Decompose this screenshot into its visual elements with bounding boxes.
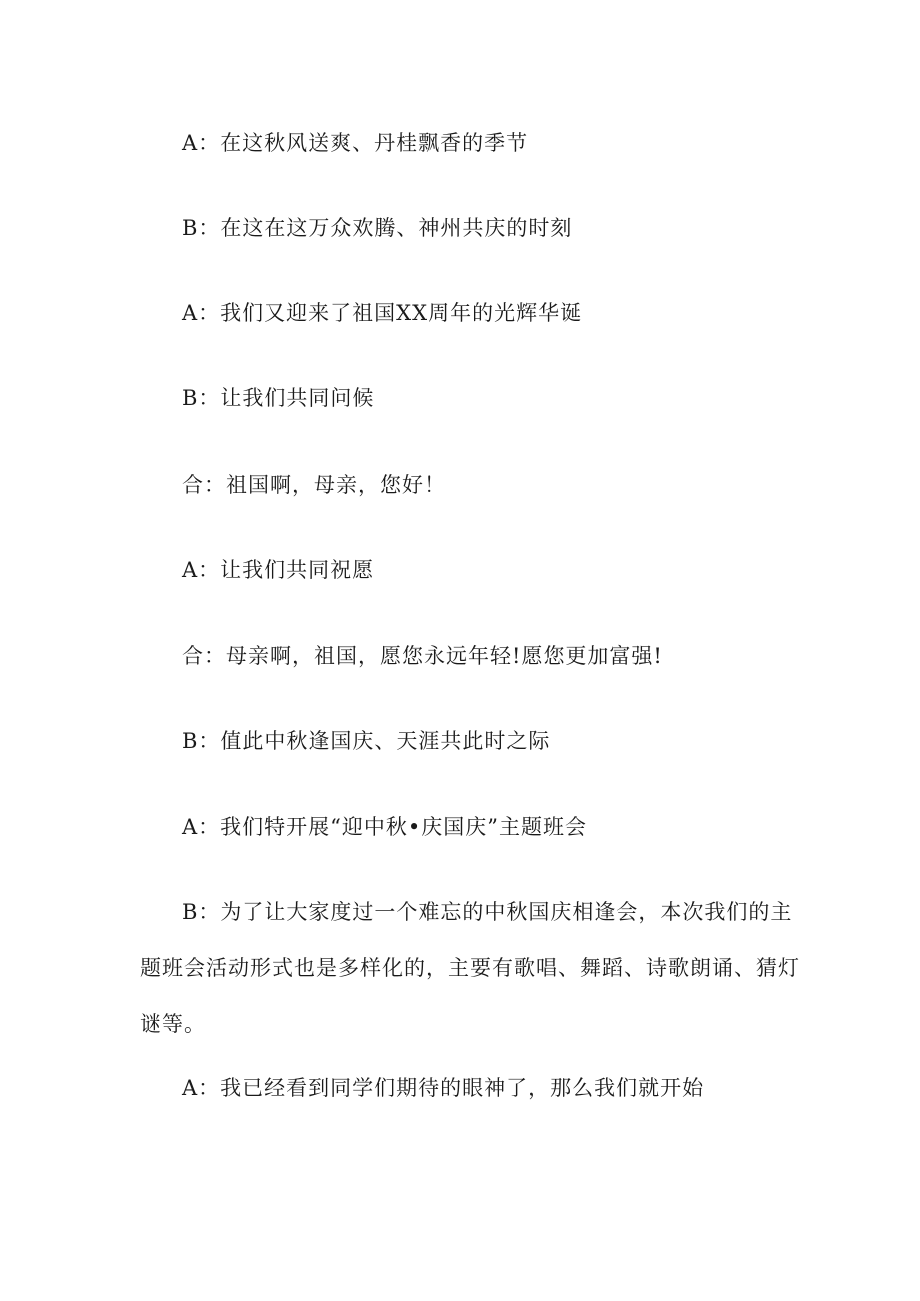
- dialogue-line-5: 合：祖国啊，母亲，您好！: [182, 473, 446, 497]
- paragraph-text: B：为了让大家度过一个难忘的中秋国庆相逢会，本次我们的主题班会活动形式也是多样化的，主要有歌唱、舞蹈、诗歌朗诵、猜灯谜等。: [140, 900, 800, 1036]
- dialogue-line-closing: A：我已经看到同学们期待的眼神了，那么我们就开始: [182, 1076, 705, 1100]
- dialogue-line-8: B：值此中秋逢国庆、天涯共此时之际: [182, 729, 551, 753]
- dialogue-line-6: A：让我们共同祝愿: [182, 558, 375, 582]
- dialogue-paragraph-b: [140, 884, 800, 1052]
- dialogue-line-3: A：我们又迎来了祖国XX周年的光辉华诞: [182, 301, 583, 325]
- dialogue-line-2: B：在这在这万众欢腾、神州共庆的时刻: [182, 216, 573, 240]
- dialogue-line-9: A：我们特开展“迎中秋•庆国庆”主题班会: [182, 815, 588, 839]
- dialogue-line-7: 合：母亲啊，祖国，愿您永远年轻!愿您更加富强!: [182, 644, 663, 668]
- dialogue-line-4: B：让我们共同问候: [182, 386, 375, 410]
- dialogue-line-1: A：在这秋风送爽、丹桂飘香的季节: [182, 131, 529, 155]
